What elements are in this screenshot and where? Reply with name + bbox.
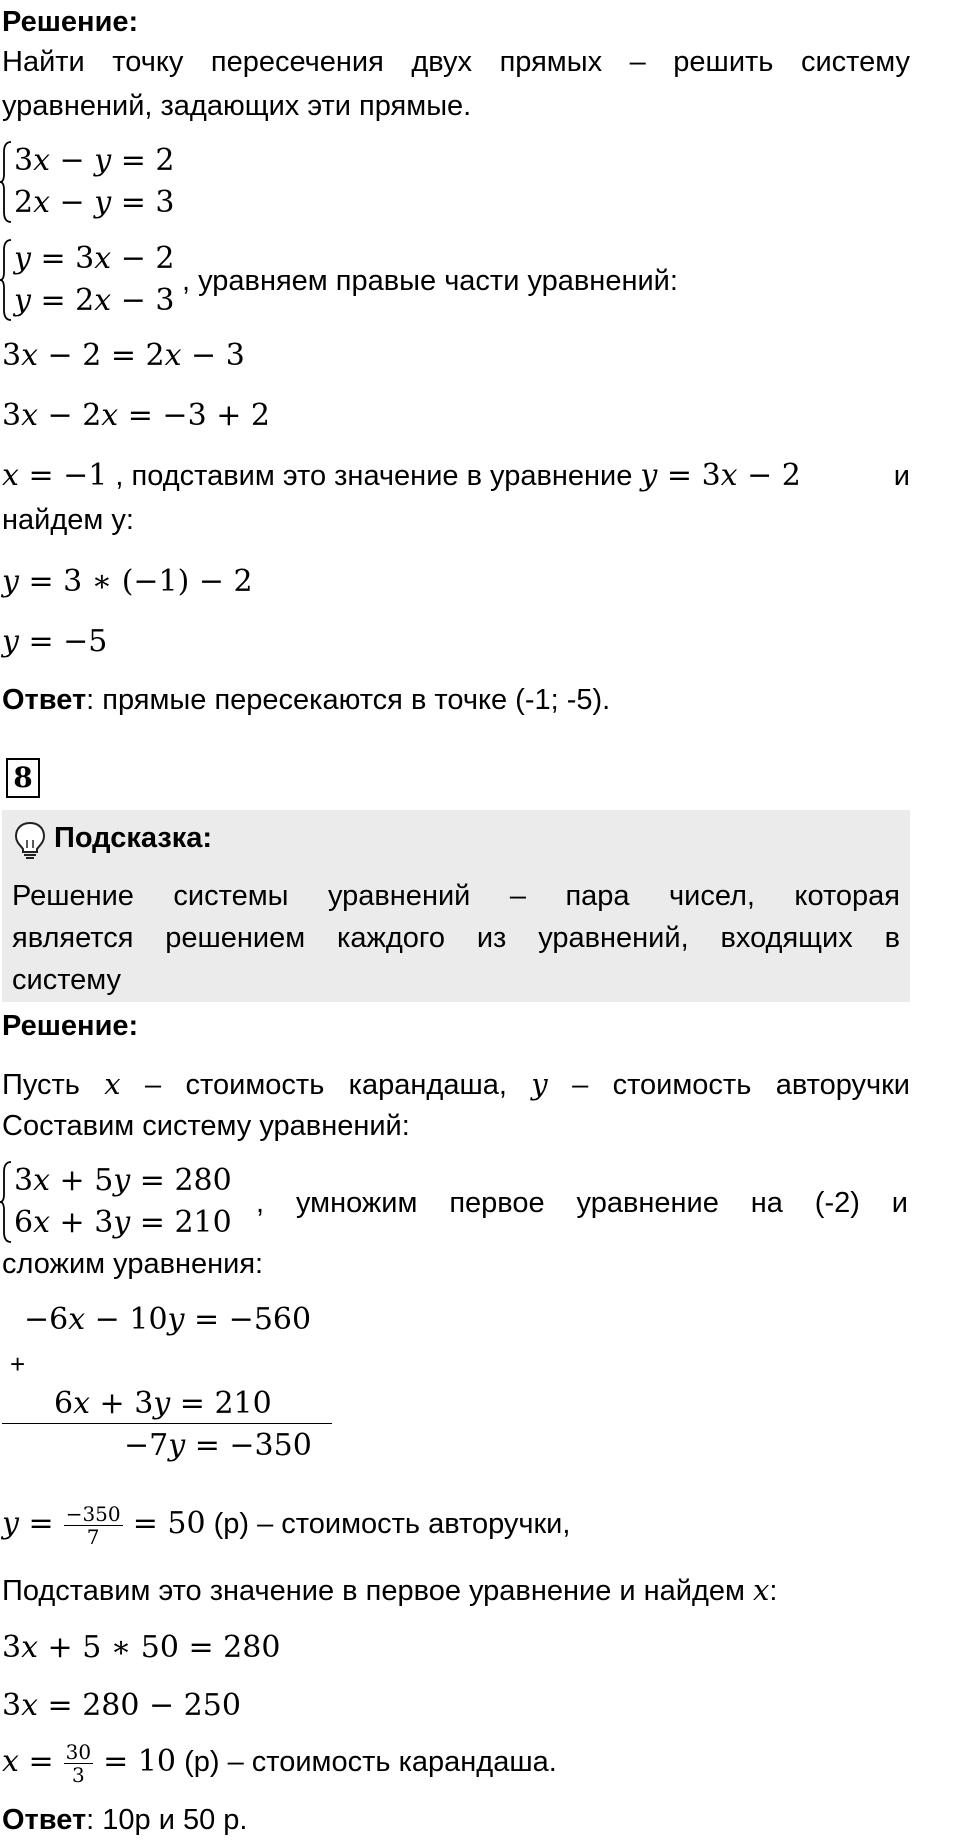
system-row: 3𝑥 − 𝑦 = 2 (14, 143, 175, 178)
hint-title: Подсказка: (54, 822, 213, 854)
denominator: 7 (86, 1524, 100, 1549)
text-line: Составим систему уравнений: (2, 1110, 410, 1142)
note: и (893, 460, 910, 492)
numerator: −350 (65, 1501, 121, 1526)
answer-text: : прямые пересекаются в точке (-1; -5). (86, 684, 611, 716)
equation: 𝑦 = −5 (2, 624, 108, 659)
equation-with-note (2, 456, 910, 496)
equation: 𝑦 = (2, 1506, 54, 1541)
task-number-badge: 8 (6, 758, 40, 798)
system-row: 𝑦 = 3𝑥 − 2 (14, 241, 175, 276)
hint-text: Решение системы уравнений – пара чисел, которая (12, 880, 900, 912)
addition-row: −6𝑥 − 10𝑦 = −560 (24, 1302, 312, 1337)
note: (р) – стоимость карандаша. (176, 1746, 557, 1778)
left-brace-icon (0, 238, 12, 322)
equation-system (0, 238, 760, 322)
system-row: 3𝑥 + 5𝑦 = 280 (14, 1163, 232, 1198)
addition-result: −7𝑦 = −350 (124, 1428, 312, 1463)
variable: 𝑥 (104, 1067, 121, 1101)
equation-system (0, 1160, 910, 1244)
fraction (64, 1741, 93, 1786)
addition-row: 6𝑥 + 3𝑦 = 210 (54, 1386, 272, 1421)
equation: 3𝑥 − 2𝑥 = −3 + 2 (2, 398, 270, 433)
text-line (2, 1570, 777, 1611)
left-brace-icon (0, 1160, 12, 1244)
system-note: , умножим первое уравнение на (-2) и (256, 1187, 908, 1219)
intro-line: Найти точку пересечения двух прямых – решить систему (2, 46, 910, 78)
hint-text: систему (12, 964, 122, 996)
note: (р) – стоимость авторучки, (205, 1508, 571, 1540)
answer (2, 680, 610, 720)
hint-text: является решением каждого из уравнений, входящих в (12, 922, 900, 954)
answer-text: : 10р и 50 р. (86, 1804, 248, 1836)
answer-label: Ответ (2, 1804, 87, 1836)
solution-label: Решение: (2, 1010, 139, 1042)
equation-with-fraction (2, 1494, 570, 1554)
system-note: , уравняем правые части уравнений: (182, 265, 678, 297)
answer-label: Ответ (2, 684, 87, 716)
text: Пусть (2, 1069, 105, 1101)
text-line: сложим уравнения: (2, 1248, 264, 1280)
sum-divider (2, 1423, 332, 1424)
text: – стоимость карандаша, (120, 1069, 532, 1101)
lightbulb-icon (12, 820, 48, 860)
equation: 𝑥 = −1 (2, 458, 108, 493)
system-row: 2𝑥 − 𝑦 = 3 (14, 185, 175, 220)
definition-line (2, 1064, 910, 1105)
text: – стоимость авторучки (547, 1069, 910, 1101)
system-row: 6𝑥 + 3𝑦 = 210 (14, 1205, 232, 1240)
denominator: 3 (72, 1762, 85, 1787)
intro-line: уравнений, задающих эти прямые. (2, 90, 472, 122)
variable: 𝑥 (753, 1573, 770, 1607)
equation: 3𝑥 + 5 ∗ 50 = 280 (2, 1630, 281, 1665)
variable: 𝑦 (531, 1067, 548, 1101)
numerator: 30 (65, 1739, 92, 1764)
equation: = 10 (103, 1744, 177, 1779)
equation: 3𝑥 − 2 = 2𝑥 − 3 (2, 338, 245, 373)
text: Подставим это значение в первое уравнение и найдем (2, 1575, 754, 1607)
equation: 𝑦 = 3 ∗ (−1) − 2 (2, 564, 253, 599)
equation: = 50 (132, 1506, 206, 1541)
left-brace-icon (0, 140, 12, 224)
hint-box (2, 810, 910, 1002)
equation-system (0, 140, 220, 224)
plus-sign: + (10, 1349, 26, 1379)
equation: 3𝑥 = 280 − 250 (2, 1688, 241, 1723)
text: : (769, 1575, 778, 1607)
note: , подставим это значение в уравнение (107, 460, 641, 492)
answer (2, 1800, 247, 1840)
equation: 𝑦 = 3𝑥 − 2 (640, 458, 801, 493)
system-row: 𝑦 = 2𝑥 − 3 (14, 283, 175, 318)
solution-label: Решение: (2, 6, 139, 38)
equation: 𝑥 = (2, 1744, 54, 1779)
equation-with-fraction (2, 1732, 557, 1792)
note: найдем у: (2, 504, 134, 536)
fraction (64, 1503, 123, 1548)
